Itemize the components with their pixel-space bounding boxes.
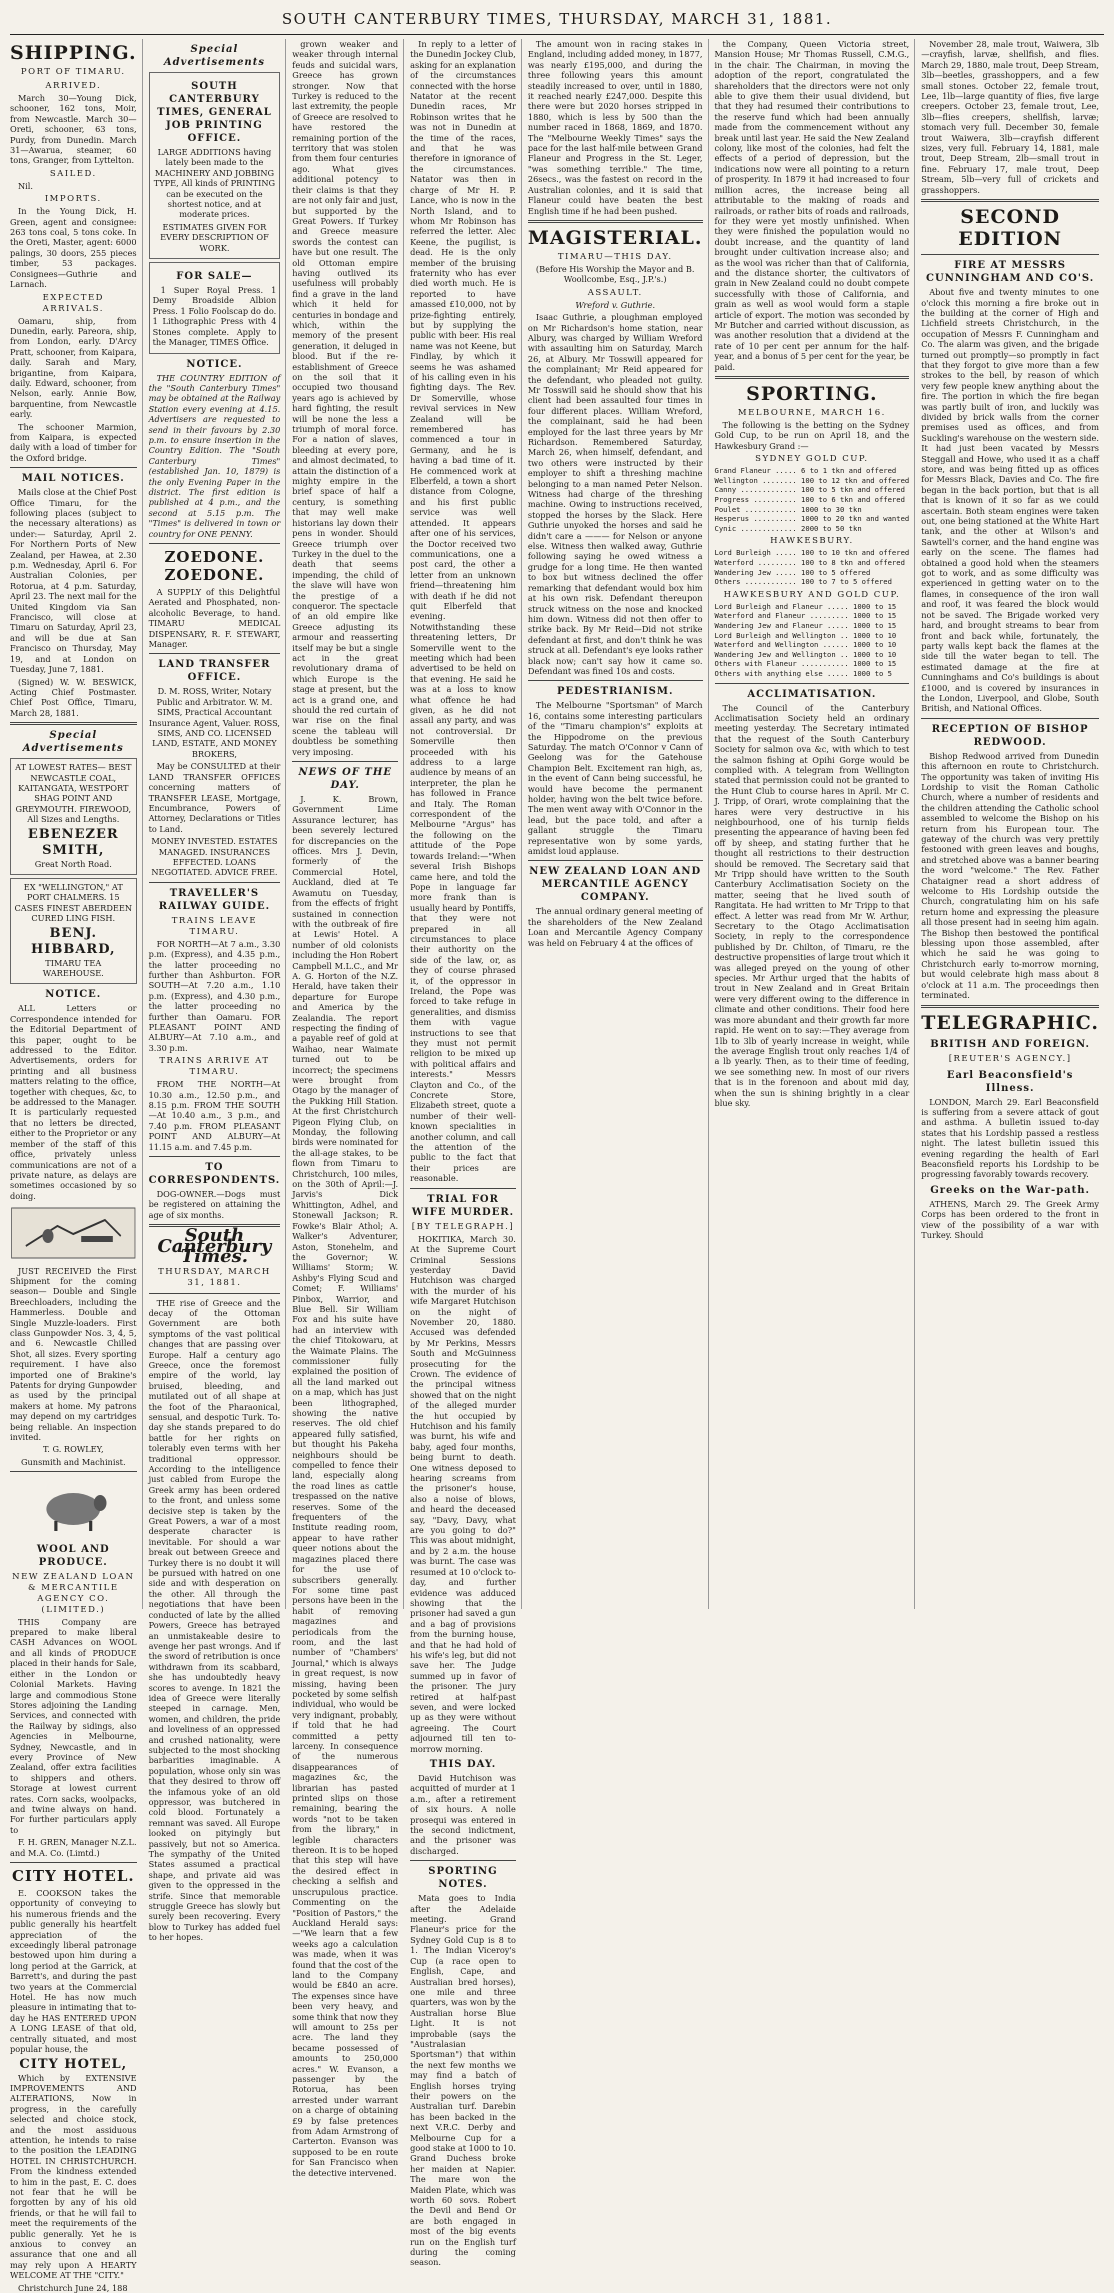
magisterial-heading: MAGISTERIAL. bbox=[527, 226, 703, 249]
city-hotel-heading: CITY HOTEL. bbox=[11, 1867, 135, 1885]
hawkesbury-betting: Lord Burleigh ..... 100 to 10 tkn and offered Waterford ......... 100 to 8 tkn and offered Wandering Jew ..... 100 to 5 offered Others ............ 100 to 7 to 5 offered bbox=[714, 548, 910, 587]
railway-guide-heading: TRAVELLER'S RAILWAY GUIDE. bbox=[158, 887, 271, 912]
for-sale-ad bbox=[149, 262, 281, 353]
sporting-intro: The following is the betting on the Sydney Gold Cup, to be run on April 18, and the Hawkesbury Grand :— bbox=[714, 420, 910, 451]
correspondents-text: DOG-OWNER.—Dogs must be registered on attaining the age of six months. bbox=[148, 1189, 281, 1220]
special-ads-heading: Special Advertisements bbox=[22, 730, 124, 755]
sporting-heading: SPORTING. bbox=[746, 383, 878, 405]
city-hotel-text: E. COOKSON takes the opportunity of conveying to his numerous friends and the public generally his heartfelt appreciation of the exceedingly liberal patronage bestowed upon him during a long period at the Garrick, at Barrett's, and during the past two years at the Commercial Hotel. He has now much pleasure in intimating that to-day he HAS ENTERED UPON A LONG LEASE of that old, centrally situated, and most popular house, the bbox=[10, 1888, 137, 2055]
gunsmith-text: JUST RECEIVED the First Shipment for the coming season— Double and Single Breechloaders, including the Hammerless. Double and Single Muzzle-loaders. First class Gunpowder Nos. 3, 4, 5, and 6. Newcastle Chilled Shot, all sizes. Every sporting requirement. I have also imported one of Brakine's Patents for drying Gunpowder as used by the principal makers at home. My patrons may depend on my cartridges being reliable. An inspection invited. bbox=[10, 1265, 137, 1443]
fire-heading: FIRE AT MESSRS CUNNINGHAM AND CO'S. bbox=[926, 260, 1095, 285]
zoedone-text: A SUPPLY of this Delightful Aerated and Phosphated, non-alcoholic Beverage, to hand. TIMARU MEDICAL DISPENSARY, R. F. STEWART, Manager. bbox=[148, 587, 281, 650]
beaconsfield-text: LONDON, March 29. Earl Beaconsfield is suffering from a severe attack of gout and asthma. A bulletin issued to-day states that his Lordship passed a restless night. The latest bulletin issued this evening regarding the health of Earl Beaconsfield reports his Lordship to be progressing favorably towards recovery. bbox=[921, 1096, 1099, 1180]
trains-arrive-heading: TRAINS ARRIVE AT TIMARU. bbox=[159, 1056, 270, 1078]
notice-heading: NOTICE. bbox=[45, 989, 102, 1001]
assault-heading: ASSAULT. bbox=[587, 287, 643, 298]
news-continued: In reply to a letter of the Dunedin Jockey Club, asking for an explanation of the circumstances connected with the horse Natator at the recent Dunedin races, Mr Robinson writes that he was not in Dunedin at the time of the races, and that he was therefore in ignorance of the circumstances. Natator was then in charge of Mr H. P. Lance, who is now in the North Island, and to whom Mr Robinson has referred the letter. Alec Keene, the pugilist, is dead. He is the only member of the bruising fraternity who has ever died worth much. He is reported to have amassed £10,000, not by prize-fighting entirely, but by supplying the public with beer. His real name was not Keene, but Findlay, by which it seems he was ashamed of his calling even in his fighting days. The Rev. Dr Somerville, whose revival services in New Zealand will be remembered has commenced a tour in Germany, and he is having a bad time of it. He commenced work at Elberfeld, a town a short distance from Cologne, and his first public service was well attended. It appears after one of his services, the Doctor received two communications, one a post card, the other a letter from an unknown friend—threatening him with death if he did not quit Elberfeld that evening. Notwithstanding these threatening letters, Dr Somerville went to the meeting which had been advertised to be held on that evening. He said he was at a loss to know what offence he had given, as he did not assail any party, and was not controversial. Dr Somerville then proceeded with his address to a large audience by means of an interpreter, the plan he has followed in France and Italy. The Roman correspondent of the Melbourne "Argus" has the following on the attitude of the Pope towards Ireland:—"When several Irish Bishops came here, and told the Pope in language far more frank than is usually heard by Pontiffs, that they were not prepared in all circumstances to place their authority on the side of the law, or, as they of course phrased it, of the oppressor in Ireland, the Pope was forced to take refuge in generalities, and dismiss them with vague instructions to see that they must not permit religion to be mixed up with political affairs and interests." Messrs Clayton and Co., of the Concrete Store, Elizabeth street, quote a number of their well-known specialities in another column, and call the attention of the public to the fact that their prices are reasonable. bbox=[410, 39, 516, 1184]
port-heading: PORT OF TIMARU. bbox=[20, 67, 126, 77]
wool-company: NEW ZEALAND LOAN & MERCANTILE AGENCY CO. (LIMITED.) bbox=[12, 1571, 135, 1615]
nz-loan-continued: the Company, Queen Victoria street, Mansion House; Mr Thomas Russell, C.M.G., in the chair. The Chairman, in moving the adoption of the report, congratulated the shareholders that the directors were not only able to give them their usual dividend, but that they had resumed their contributions to the reserve fund which had been annually made from the commencement without any break until last year. He said the New Zealand colony, like most of the colonies, had felt the effects of a period of depression, but the indications now were all pointing to a return of prosperity. In 1879 it had increased to four million acres, the increase being all attributable to the making of roads and railroads, or rather bits of roads and railroads, for they were yet mostly unfinished. When they were finished the population would no doubt increase, and the quantity of land brought under cultivation increase also; and as the wool was richer than that of California, and the distance shorter, the cultivators of grain in New Zealand could no doubt compete successfully with those of California, and grain as well as wool would form a staple article of export. The motion was seconded by Mr Butcher and carried without discussion, as was another resolution that a dividend at the rate of 10 per cent per annum for the half-year, and a bonus of 5 per cent for the year, be paid. bbox=[714, 39, 910, 372]
printing-ad-text: LARGE ADDITIONS having lately been made to the MACHINERY AND JOBBING TYPE, All kinds of PRINTING can be executed on the shortest notice, and at moderate prices. bbox=[153, 147, 276, 220]
arrived-text: March 30—Young Dick, schooner, 162 tons, Moir, from Newcastle. March 30—Oreti, schooner, 63 tons, Purdy, from Dunedin. March 31—Awarua, steamer, 60 tons, Granger, from Lyttelton. bbox=[10, 93, 137, 166]
british-foreign-heading: BRITISH AND FOREIGN. bbox=[930, 1038, 1090, 1050]
wool-signature: F. H. GREN, Manager N.Z.L. and M.A. Co. (Limtd.) bbox=[10, 1837, 137, 1858]
printing-ad-title: SOUTH CANTERBURY TIMES, GENERAL JOB PRINTING OFFICE. bbox=[157, 81, 272, 144]
columns bbox=[10, 39, 1104, 2293]
assault-case: Wreford v. Guthrie. bbox=[575, 299, 656, 310]
city-hotel-footer: Christchurch June 24, 188 bbox=[18, 2282, 128, 2293]
sheep-engraving-image bbox=[10, 1479, 137, 1533]
sporting-notes-heading: SPORTING NOTES. bbox=[428, 1866, 498, 1891]
trial-text: HOKITIKA, March 30. At the Supreme Court Criminal Sessions yesterday David Hutchison was charged with the murder of his wife Margaret Hutchison on the night of November 20, 1880. Accused was defended by Mr Perkins, Messrs South and McGuinness prosecuting for the Crown. The evidence of the principal witness showed that on the night of the alleged murder the hut occupied by Hutchison and his family was burnt, his wife and baby, aged four months, being burnt to death. One witness deposed to hearing screams from the prisoner's house, also a noise of blows, and heard the deceased say, "Davy, Davy, what are you going to do?" This was about midnight, and by 2 a.m. the house was burnt. The case was resumed at 10 o'clock to-day, and further evidence was adduced showing that the prisoner had saved a gun and a bag of provisions from the burning house, and that he had hold of his wife's leg, but did not save her. The Judge summed up in favor of the prisoner. The jury retired at half-past seven, and were locked up as they were without agreeing. The Court adjourned till ten to-morrow morning. bbox=[410, 1233, 516, 1754]
bishop-heading: RECEPTION OF BISHOP REDWOOD. bbox=[931, 723, 1089, 748]
notice-text: ALL Letters or Correspondence intended for the Editorial Department of this paper, ought to be addressed to the Editor. Advertisements, orders for printing and all business matters relating to the office, together with cheques, &c, to be addressed to the Manager. It is particularly requested that no letters be directed, either to the Proprietor or any member of the staff of this office, privately unless communications are not of a private nature, as delays are sometimes occasioned by so doing. bbox=[10, 1003, 137, 1201]
expected-label: EXPECTED ARRIVALS. bbox=[42, 292, 104, 314]
telegraphic-heading: TELEGRAPHIC. bbox=[921, 1011, 1099, 1034]
for-sale-title: FOR SALE— bbox=[176, 271, 253, 283]
city-hotel-text-2: Which by EXTENSIVE IMPROVEMENTS AND ALTERATIONS, Now in progress, in the carefully selected and choice stock, and the most assiduous attention, he intends to raise to the position the LEADING HOTEL IN CHRISTCHURCH. From the kindness extended to him in the past, E. C. does not fear that he will be forgotten by any of his old friends, or that he will fail to meet the requirements of the public generally. Yet he is anxious to convey an assurance that one and all may rely upon A HEARTY WELCOME AT THE "CITY." bbox=[10, 2072, 137, 2281]
column-2 bbox=[148, 39, 287, 1943]
paper-nameplate: South Canterbury Times. bbox=[157, 1225, 272, 1268]
sporting-notes-text: Mata goes to India after the Adelaide meeting. Grand Flaneur's price for the Sydney Gold Cup is 8 to 1. The Indian Viceroy's Cup (a race open to English, Cape, and Australian bred horses), one mile and three quarters, was won by the Australian horse Blue Light. It is not improbable (says the "Australasian Sportsman") that within the next few months we may find a batch of English horses trying their powers on the Australian turf. Darebin has been backed in the next V.R.C. Derby and Melbourne Cup for a good stake at 1000 to 10. Grand Duchess broke her maiden at Napier. The mare won the Maiden Plate, which was worth 60 sovs. Robert the Devil and Bend Or are both engaged in most of the big events run on the English turf during the coming season. bbox=[410, 1893, 516, 2268]
city-hotel-name: CITY HOTEL, bbox=[19, 2056, 128, 2072]
for-sale-text: 1 Super Royal Press. 1 Demy Broadside Albion Press. 1 Folio Foolscap do do. 1 Lithographic Press with 4 Stones complete. Apply to the Manager, TIMES Office. bbox=[152, 285, 277, 348]
this-day-heading: THIS DAY. bbox=[429, 1759, 497, 1770]
arrived-label: ARRIVED. bbox=[45, 81, 102, 91]
column-1 bbox=[10, 39, 143, 2293]
printing-ad bbox=[149, 72, 281, 259]
wool-text: THIS Company are prepared to make liberal CASH Advances on WOOL and all kinds of PRODUCE placed in their hands for Sale, either in the London or Colonial Markets. Having large and commodious Stone Stores adjoining the Landing Services, and connected with the Railway by sidings, also Agencies in Melbourne, Sydney, Newcastle, and in every Province of New Zealand, offer extra facilities to shippers and others. Storage at lowest current rates. Corn sacks, woolpacks, and twine always on hand. For further particulars apply to bbox=[10, 1616, 137, 1835]
pedestrianism-heading: PEDESTRIANISM. bbox=[556, 686, 674, 698]
trains-arrive-text: FROM THE NORTH—At 10.30 a.m., 12.50 p.m., and 8.15 p.m. FROM THE SOUTH—At 10.40 a.m., 3 p.m., and 7.40 p.m. FROM PLEASANT POINT AND ALBURY—At 11.15 a.m. and 7.45 p.m. bbox=[148, 1079, 281, 1152]
gunsmith-engraving-image bbox=[10, 1206, 137, 1260]
sailed-label: SAILED. bbox=[49, 168, 97, 179]
trains-leave-heading: TRAINS LEAVE TIMARU. bbox=[171, 915, 258, 937]
fire-text: About five and twenty minutes to one o'clock this morning a fire broke out in the building at the corner of High and Lichfield streets Christchurch, in the occupation of Messrs F. Cunningham and Co. The alarm was given, and the brigade turned out promptly—so promptly in fact that they forgot to give more than a few strokes to the bell, by reason of which very few people knew anything about the fire. The portion in which the fire began was partly built of iron, and luckily was divided by brick walls from the corner premises used as offices, and from Suckling's warehouse on the western side. It had just been vacated by Messrs Steggall and Howe, who used it as a chaff store, and was being fitted up as offices for Messrs Black, Davies and Co. The fire began in the back portion, but that is all that is known of it so far as we could ascertain. Both steam engines were taken out, one being stationed at the White Hart tank, and the other at Wilson's and Sawtell's corner, and the hand engine was early on the scene. The flames had obtained a good hold when the steamers got to work, and as some difficulty was experienced in getting water on to the flames, in consequence of the iron wall and roof, it was feared the block would not be saved. The Brigade worked very hard, and brought streams to bear from front and back while, fortunately, the party walls kept back the flames at the side till the water began to tell. The estimated damage at the fire at Cunninghams and Co's buildings is about £1000, and is covered by insurances in the London, Liverpool, and Globe, South British, and National Offices. bbox=[921, 287, 1099, 714]
wool-heading: WOOL AND PRODUCE. bbox=[36, 1543, 110, 1568]
masthead: SOUTH CANTERBURY TIMES, THURSDAY, MARCH 31, 1881. bbox=[10, 6, 1104, 35]
paper-date: THURSDAY, MARCH 31, 1881. bbox=[158, 1266, 271, 1288]
this-day-text: David Hutchison was acquitted of murder at 1 a.m., after a retirement of six hours. A nolle prosequi was entered in the second indictment, and the prisoner was discharged. bbox=[410, 1773, 516, 1856]
trial-heading: TRIAL FOR WIFE MURDER. bbox=[411, 1193, 515, 1218]
acclimatisation-text: The Council of the Canterbury Acclimatisation Society held an ordinary meeting yesterday. The Secretary intimated that the request of the South Canterbury Society for salmon ova &c, with which to test the salmon fishing at Opihi Gorge would be complied with. A telegram from Wellington stated that permission could not be granted to the Hunt Club to course hares in April. Mr C. J. Tripp, of Orari, wrote complaining that the hares were very destructive in his neighbourhood, one of his turnip fields presenting the appearance of having been fed off by sheep, and stating further that he thought all restrictions to their destruction should be removed. The Secretary said that Mr Tripp should have written to the South Canterbury Acclimatisation Society on the matter, seeing that he lived south of Rangitata. He had written to Mr Tripp to that effect. A letter was read from Mr W. Arthur, Secretary to the Otago Acclimatisation Society, in reply to the correspondence published by Dr. Chilton, of Timaru, re the destructive propensities of large trout which it was alleged preyed on the young of other species. Mr Arthur urged that the habits of trout in New Zealand and in Great Britain were very different owing to the difference in climate and other conditions. Their food here was more abundant and their growth far more rapid. He went on to say:—They average from 1lb to 3lb of yearly increase in weight, while the average English trout only reaches 1/4 of a lb yearly. Then, as to their time of feeding, we see something new. In most of our rivers that is in the forenoon and about mid day, when the sun is shining brightly in a clear blue sky. bbox=[714, 702, 910, 1108]
correspondents-heading: TO CORRESPONDENTS. bbox=[148, 1162, 281, 1187]
mail-text: Mails close at the Chief Post Office Timaru, for the following places (subject to the necessary alterations) as under:— Saturday, April 2. For Northern Ports of New Zealand, per Hawea, at 2.30 p.m. Wednesday, April 6. For Australian Colonies, per Rotorua, at 4 p.m. Saturday, April 23. The next mail for the United Kingdom via San Francisco, will close at Timaru on Saturday, April 23, and will be due at San Francisco on Thursday, May 19, and at London on Tuesday, June 7, 1881. bbox=[10, 487, 137, 675]
country-edition-text: THE COUNTRY EDITION of the "South Canterbury Times" may be obtained at the Railway Station every evening at 4.15. Advertisers are requested to send in their favours by 2.30 p.m. to ensure insertion in the Country Edition. The "South Canterbury Times" (established Jan. 10, 1879) is the only Evening Paper in the district. The first edition is published at 4 p.m., and the second at 5.15 p.m. The "Times" is delivered in town or country for ONE PENNY. bbox=[148, 372, 281, 539]
trout-list-continued: November 28, male trout, Waiwera, 3lb—crayfish, larvæ, shellfish, and flies. March 29, 1880, male trout, Deep Stream, 3lb—beetles, grasshoppers, and a few small stones. October 22, female trout, Lee, 1lb—large quantity of flies, five large creepers. October 23, female trout, Lee, 3lb—flies creepers, shellfish, larvæ; stomach very full. December 30, female trout Waiwera, 3lb—crayfish different sizes, very full. February 14, 1881, male trout, Deep Stream, 2lb—small trout in fine. February 17, male trout, Deep Stream, 5lb—very full of crickets and grasshoppers. bbox=[921, 39, 1099, 195]
gold-cup-heading: SYDNEY GOLD CUP. bbox=[755, 454, 869, 465]
imports-text: In the Young Dick, H. Green, agent and consignee: 263 tons coal, 5 tons coke. In the Oreti, Master, agent: 6000 palings, 30 doors, 255 pieces timber, 53 packages. Consignees—Guthrie and Larnach. bbox=[10, 206, 137, 290]
lingfish-ad-address: TIMARU TEA WAREHOUSE. bbox=[42, 957, 104, 978]
zoedone-heading: ZOEDONE. ZOEDONE. bbox=[164, 548, 265, 584]
coal-ad bbox=[10, 758, 137, 875]
coal-ad-text: AT LOWEST RATES— BEST NEWCASTLE COAL, KAITANGATA, WESTPORT SHAG POINT AND GREYMOUTH. FIREWOOD, All Sizes and Lengths. bbox=[15, 762, 132, 825]
column-4 bbox=[410, 39, 522, 2268]
coal-ad-name: EBENEZER SMITH, bbox=[27, 826, 119, 858]
country-edition-heading: NOTICE. bbox=[186, 358, 243, 370]
expected-text-2: The schooner Marmion, from Kaipara, is expected daily with a load of timber for the Oxford bridge. bbox=[10, 421, 137, 463]
land-transfer-footer: MONEY INVESTED. ESTATES MANAGED. INSURANCES EFFECTED. LOANS NEGOTIATED. ADVICE FREE. bbox=[151, 836, 278, 878]
news-of-the-day-heading: NEWS OF THE DAY. bbox=[298, 767, 392, 792]
magisterial-subheading: TIMARU—THIS DAY. bbox=[557, 251, 673, 262]
column-5 bbox=[528, 39, 709, 1609]
sporting-dateline: MELBOURNE, MARCH 16. bbox=[737, 408, 886, 418]
double-betting: Lord Burleigh and Flaneur ..... 1000 to 15 Waterford and Flaneur ......... 1000 to 15 Wandering Jew and Flaneur ..... 1000 to 15 Lord Burleigh and Wellington .. 1000 to 10 Waterford and Wellington ...... 1000 to 10 Wandering Jew and Wellington .. 1000 to 10 Others with Flaneur ........... 1000 to 15 Others with anything else ..... 1000 to 5 bbox=[714, 601, 897, 678]
hawkesbury-heading: HAWKESBURY. bbox=[770, 536, 854, 547]
shipping-heading: SHIPPING. bbox=[10, 42, 137, 64]
lingfish-ad bbox=[10, 878, 137, 984]
column-3 bbox=[292, 39, 404, 2178]
magisterial-bench: (Before His Worship the Mayor and B. Woollcombe, Esq., J.P.'s.) bbox=[535, 263, 695, 285]
nz-loan-text: The annual ordinary general meeting of the shareholders of the New Zealand Loan and Mercantile Agency Company was held on February 4 at the offices of bbox=[527, 906, 703, 948]
mail-signature: (Signed) W. W. BESWICK, Acting Chief Postmaster. Chief Post Office, Timaru, March 28, 1881. bbox=[10, 676, 137, 718]
leader-continued: grown weaker and weaker through internal feuds and suicidal wars, Greece has grown stronger. Now that Turkey is reduced to the last extremity, the people of Greece are resolved to have restored the remaining portion of the territory that was stolen from them four centuries ago. What gives additional potency to their claims is that they are not only fair and just, but supported by the Great Powers. If Turkey and Greece measure swords the contest can have but one result. The old Ottoman empire having outlived its usefulness will probably find a grave in the land which it held for centuries in bondage and which, within the memory of the present generation, it deluged in blood. But if the re-establishment of Greece on the soil that it occupied two thousand years ago is achieved by hard fighting, the result will be none the less a triumph of moral force. For a nation of slaves, bleeding at every pore, and almost decimated, to attain the distinction of a mighty empire in the brief space of half a century, is something that may well make historians lay down their pens in wonder. Should Greece triumph over Turkey in the duel to the death that seems impending, the child of the slave will have won the prestige of a conqueror. The spectacle of an old empire like Greece adjusting its armour and reasserting itself may be but a single act in the great revolutionary drama of which Europe is the stage at present, but the act is a grand one, and should the red curtain of war rise on the final scene the tableau will doubtless be something very imposing. bbox=[292, 39, 399, 757]
greeks-heading: Greeks on the War-path. bbox=[930, 1184, 1091, 1196]
mail-heading: MAIL NOTICES. bbox=[21, 473, 125, 485]
beaconsfield-heading: Earl Beaconsfield's Illness. bbox=[946, 1069, 1074, 1094]
assault-text: Isaac Guthrie, a ploughman employed on Mr Richardson's home station, near Albury, was charged by William Wreford with assaulting him on Saturday, March 26, at Albury. Mr Tosswill appeared for the complainant; Mr Reid appeared for the defendant, who pleaded not guilty. Mr Tosswill said he should show that his client had been assaulted four times in four different places. William Wreford, the complainant, said he had been employed for the last three years by Mr Richardson. Remembered Saturday, March 26, when himself, defendant, and two others were instructed by their employer to shift a threshing machine belonging to a man named Peter Nelson. Witness had charge of the threshing machine. Owing to instructions received, stopped the horses by the Slack. Here Guthrie unyoked the horses and said he didn't care a ——— for Nelson or anyone else. Witness then walked away, Guthrie following saying he owed witness a grudge for a long time. He then wanted to box but witness declined the offer remarking that defendant would box him at his own risk. Defendant thereupon struck witness on the nose and knocked him down. Witness did not then offer to strike back. By Mr Reid—Did not strike defendant at first, and don't think he was struck at all. Defendant's eye looks rather black now; can't say how it came so. Defendant was fined 10s and costs. bbox=[527, 312, 703, 676]
column-6 bbox=[715, 39, 916, 1609]
land-transfer-heading: LAND TRANSFER OFFICE. bbox=[158, 659, 271, 684]
sporting-continued: The amount won in racing stakes in England, including added money, in 1877, was nearly £195,000, and during the three following years this amount steadily increased to over, until in 1880, it reached nearly £247,000. Despite this there were but 2020 horses stripped in 1880, which is less by 500 than the number raced in 1868, 1869, and 1870. The "Melbourne Weekly Times" says the pace for the last half-mile between Grand Flaneur and Progress in the St. Leger, "was something terrible." The time, 26secs., was the fastest on record in the Australian colonies, and it is said that Flaneur could have beaten the best English time if he had been pushed. bbox=[527, 39, 703, 216]
lingfish-ad-name: BENJ. HIBBARD, bbox=[30, 925, 116, 957]
land-transfer-firm: D. M. ROSS, Writer, Notary Public and Arbitrator. W. M. SIMS, Practical Accountant Insurance Agent, Valuer. ROSS, SIMS, AND CO. LICENSED LAND, ESTATE, AND MONEY BROKERS, bbox=[148, 686, 280, 759]
greeks-text: ATHENS, March 29. The Greek Army Corps has been ordered to the front in view of the possibility of a war with Turkey. Should bbox=[921, 1198, 1099, 1240]
leader-text: THE rise of Greece and the decay of the Ottoman Government are both symptoms of the vast political changes that are passing over Europe. Half a century ago Greece, once the foremost empire of the world, lay bruised, bleeding, and mutilated out of all shape at the foot of the Pharaonical, sensual, and despotic Turk. To-day she stands prepared to do battle for her rights on tolerably even terms with her traditional oppressor. According to the intelligence just cabled from Europe the Greek army has been ordered to the front, and unless some decisive step is taken by the Great Powers, a war of a most desperate character is inevitable. For should a war break out between Greece and Turkey there is no doubt it will be pursued with hatred on one side and with desperation on the other. All through the negotiations that have been conducted of late by the allied Powers, Greece has betrayed an unmistakeable desire to avenge her past wrongs. And if the sword of retribution is once withdrawn from its scabbard, she has undoubtedly heavy scores to avenge. In 1821 the idea of Greece were literally steeped in carnage. Men, women, and children, the pride and loveliness of an oppressed and crushed nationality, were subjected to the most shocking barbarities imaginable. A population, whose only sin was that they desired to throw off the infamous yoke of an old oppressor, was butchered in cold blood. Fortunately a remnant was saved. All Europe looked on pityingly but passively, but not so America. The sympathy of the United States assumed a practical shape, and private aid was given to the oppressed in the strife. Since that memorable struggle Greece has slowly but surely been recovering. Every blow to Turkey has added fuel to her hopes. bbox=[148, 1297, 281, 1943]
expected-text: Oamaru, ship, from Dunedin, early. Pareora, ship, from London, early. D'Arcy Pratt, schooner, from Kaipara, daily. Sarah and Mary, brigantine, from Kaipara, daily. Edward, schooner, from Nelson, early. Annie Bow, barquentine, from Newcastle early. bbox=[10, 315, 137, 420]
reuters-agency: [REUTER'S AGENCY.] bbox=[948, 1053, 1072, 1064]
sailed-text: Nil. bbox=[18, 180, 34, 191]
acclimatisation-heading: ACCLIMATISATION. bbox=[747, 688, 877, 700]
special-ads-heading-2: Special Advertisements bbox=[163, 44, 265, 68]
nz-loan-heading: NEW ZEALAND LOAN AND MERCANTILE AGENCY COMPANY. bbox=[529, 866, 702, 904]
second-edition-heading: SECOND EDITION bbox=[958, 206, 1063, 251]
gold-cup-betting: Grand Flaneur ..... 6 to 1 tkn and offered Wellington ........ 100 to 12 tkn and offered Canny ............. 100 to 5 tkn and offered Progress .......... 100 to 6 tkn and offered Poulet ............ 1000 to 30 tkn Hesperus .......... 1000 to 20 tkn and wanted Cynic ............. 2000 to 50 tkn bbox=[714, 466, 910, 533]
land-transfer-text: May be CONSULTED at their LAND TRANSFER OFFICES concerning matters of TRANSFER LEASE, Mortgage, Encumbrance, Powers of Attorney, Declarations or Titles to Land. bbox=[148, 761, 281, 834]
double-heading: HAWKESBURY AND GOLD CUP. bbox=[723, 589, 901, 600]
trial-subheading: [BY TELEGRAPH.] bbox=[411, 1221, 515, 1232]
pedestrianism-text: The Melbourne "Sportsman" of March 16, contains some interesting particulars of the "Timaru champion's" exploits at the Hippodrome on the previous Saturday. The match O'Connor v Cann of Geelong was for the Gatehouse Champion Belt. Excitement ran high, as, in the event of Cann being successful, he would have become the permanent holder, having won the belt twice before. The men went away with O'Connor in the lead, but the pace told, and after a gallant struggle the Timaru representative won by some yards, amidst loud applause. bbox=[527, 700, 703, 857]
gunsmith-trade: Gunsmith and Machinist. bbox=[20, 1456, 126, 1467]
gunsmith-name: T. G. ROWLEY, bbox=[42, 1444, 104, 1455]
lingfish-ad-text: EX "WELLINGTON," AT PORT CHALMERS. 15 CASES FINEST ABERDEEN CURED LING FISH. bbox=[14, 881, 133, 924]
imports-label: IMPORTS. bbox=[44, 194, 102, 205]
trains-leave-text: FOR NORTH—At 7 a.m., 3.30 p.m. (Express), and 4.35 p.m., the latter proceeding no further than Ashburton. FOR SOUTH—At 7.20 a.m., 1.10 p.m. (Express), and 4.30 p.m., the latter proceeding no further than Oamaru. FOR PLEASANT POINT AND ALBURY—At 7.10 a.m., and 3.30 p.m. bbox=[148, 938, 281, 1053]
coal-ad-address: Great North Road. bbox=[34, 858, 112, 869]
bishop-text: Bishop Redwood arrived from Dunedin this afternoon en route to Christchurch. The opportunity was taken of inviting His Lordship to visit the Roman Catholic Church, where a number of residents and the children attending the Catholic school assembled to welcome the Bishop on his return from his European tour. The gateway of the church was very prettily festooned with green leaves and boughs, and stretched above was a banner bearing the word "welcome." The Rev. Father Chataigner read a short address of welcome to His Lordship outside the Church, congratulating him on his safe return home and expressing the pleasure all those present had in seeing him again. The Bishop then bestowed the pontifical blessing upon those assembled, after which he said he was going to Christchurch early to-morrow morning, but would celebrate high mass about 8 o'clock at 11 a.m. The proceedings then terminated. bbox=[921, 750, 1099, 1001]
column-7 bbox=[921, 39, 1104, 1609]
printing-ad-footer: ESTIMATES GIVEN FOR EVERY DESCRIPTION OF WORK. bbox=[160, 221, 269, 253]
news-of-the-day-text: J. K. Brown, Government Lime Assurance lecturer, has been severely lectured for discrepancies on the offices. Mrs J. Devin, formerly of the Commercial Hotel, Auckland, died at Te Awamutu on Tuesday, from the effects of fright sustained in connection with the outbreak of fire at Lewis' Hotel. A number of old colonists including the Hon Robert Campbell M.L.C., and Mr A. G. Horton of the N.Z. Herald, have taken their departure for Europe and America by the Zealandia. The report respecting the finding of a payable reef of gold at Waihao, near Waimate turned out to be incorrect; the specimens were brought from Otago by the manager of the Pukking Hill Station. At the first Christchurch Pigeon Flying Club, on Monday, the following birds were nominated for the all-age stakes, to be flown from Timaru to Christchurch, 100 miles, on the 30th of April:—J. Jarvis's Dick Whittington, Adhel, and Stonewall Jackson; R. Fowke's Blair Athol; A. Walker's Adventurer, Aston, Stonehelm, and the Governor; W. Williams' Storm; W. Ashby's Flying Scud and Comet; F. Williams' Pinbox, Warrior, and Blue Bell. Sir William Fox and his suite have had an interview with the chief Titokowaru, at the Waimate Plains. The commissioner fully explained the position of all the land marked out on a map, which has just been lithographed, showing the native reserves. The old chief appeared fully satisfied, but thought his Pakeha neighbours should be compelled to fence their land, especially along the road lines as cattle trespassed on the native reserves. Some of the frequenters of the Institute reading room, appear to have rather queer notions about the magazines placed there for the use of subscribers generally. For some time past persons have been in the habit of removing magazines and periodicals from the room, and the last number of "Chambers' Journal," which is always in great request, is now missing, having been pocketed by some selfish individual, who would be very indignant, probably, if told that he had committed a petty larceny. In consequence of the numerous disappearances of magazines &c, the librarian has pasted printed slips on those remaining, bearing the words "not to be taken from the library," in legible characters thereon. It is to be hoped that this step will have the desired effect in checking a selfish and unscrupulous practice. Commenting on the "Position of Pastors," the Auckland Herald says:—"We learn that a few weeks ago a calculation was made, when it was found that the cost of the land to the Company would be £840 an acre. The expenses since have been very heavy, and some think that now they will amount to 25s per acre. The land they became possessed of amounts to 250,000 acres." W. Evanson, a passenger by the Rotorua, has been arrested under warrant on a charge of obtaining £9 by false pretences from Adam Armstrong of Carterton. Evanson was supposed to be en route for San Francisco when the detective intervened. bbox=[292, 794, 399, 2178]
